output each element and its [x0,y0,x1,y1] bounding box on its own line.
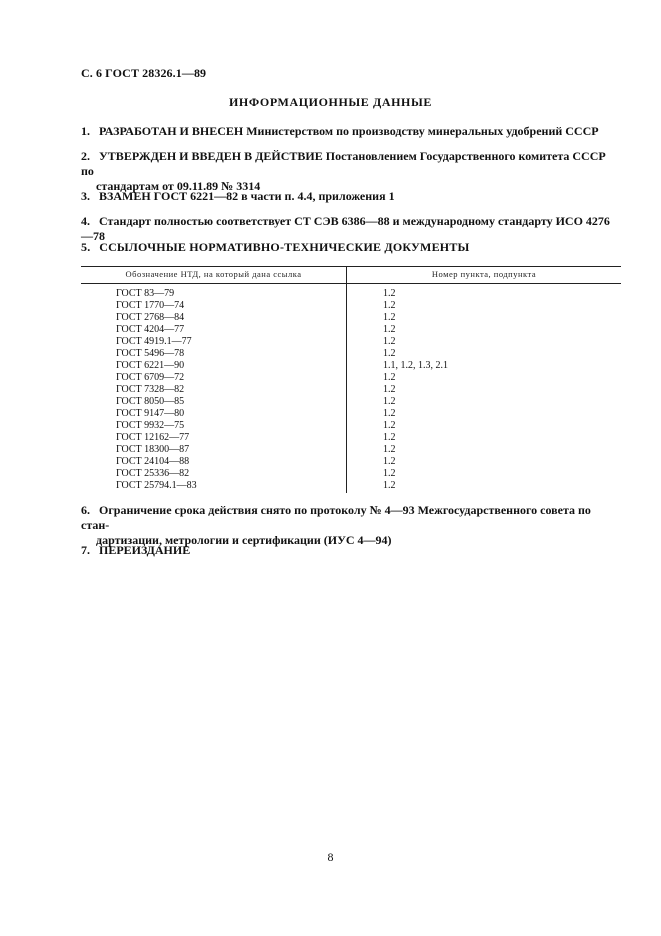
info-item-3 [81,189,621,204]
ntd-designation: ГОСТ 9932—75 [116,420,185,431]
item-number: 5. [81,240,91,254]
clause-number: 1.2 [383,288,396,299]
ntd-designation: ГОСТ 7328—82 [116,384,185,395]
info-item-5 [81,240,621,255]
item-text: Ограничение срока действия снято по протоколу № 4—93 Межгосударственного совета по стан- [81,503,591,532]
item-lead: ВЗАМЕН ГОСТ 6221—82 [99,189,239,203]
clause-number: 1.2 [383,408,396,419]
item-number: 1. [81,124,90,138]
clause-number: 1.2 [383,480,396,491]
table-row [81,480,621,492]
section-title: ИНФОРМАЦИОННЫЕ ДАННЫЕ [229,95,432,109]
item-number: 2. [81,149,90,163]
clause-number: 1.2 [383,324,396,335]
clause-number: 1.2 [383,468,396,479]
table-row [81,348,621,360]
ntd-reference-table [81,266,621,493]
table-top-rule [81,266,621,267]
ntd-designation: ГОСТ 4204—77 [116,324,185,335]
item-number: 7. [81,543,90,557]
table-body [81,288,621,492]
info-item-6 [81,503,621,548]
table-row [81,360,621,372]
ntd-designation: ГОСТ 1770—74 [116,300,185,311]
clause-number: 1.2 [383,420,396,431]
clause-number: 1.2 [383,372,396,383]
table-row [81,468,621,480]
ntd-designation: ГОСТ 2768—84 [116,312,185,323]
table-row [81,336,621,348]
table-row [81,444,621,456]
info-item-2 [81,149,621,194]
table-row [81,372,621,384]
table-row [81,324,621,336]
info-item-7 [81,543,621,558]
clause-number: 1.2 [383,432,396,443]
clause-number: 1.2 [383,312,396,323]
ntd-designation: ГОСТ 25336—82 [116,468,190,479]
clause-number: 1.2 [383,444,396,455]
ntd-designation: ГОСТ 12162—77 [116,432,190,443]
clause-number: 1.2 [383,336,396,347]
ntd-designation: ГОСТ 83—79 [116,288,175,299]
item-text-continuation: дартизации, метрологии и сертификации (ИУС 4—94) [96,533,392,547]
table-row [81,300,621,312]
ntd-designation: ГОСТ 25794.1—83 [116,480,197,491]
ntd-designation: ГОСТ 18300—87 [116,444,190,455]
table-row [81,288,621,300]
column-header-clause: Номер пункта, подпункта [431,269,537,279]
item-lead: ПЕРЕИЗДАНИЕ [99,543,191,557]
clause-number: 1.2 [383,456,396,467]
table-row [81,432,621,444]
clause-number: 1.2 [383,300,396,311]
item-lead: ССЫЛОЧНЫЕ НОРМАТИВНО-ТЕХНИЧЕСКИЕ ДОКУМЕНТЫ [99,240,470,254]
ntd-designation: ГОСТ 24104—88 [116,456,190,467]
table-row [81,384,621,396]
item-text: Постановлением Государственного комитета СССР по [81,149,606,178]
table-row [81,420,621,432]
item-text: в части п. 4.4, приложения 1 [241,189,395,203]
item-number: 6. [81,503,90,517]
table-row [81,408,621,420]
ntd-designation: ГОСТ 4919.1—77 [116,336,192,347]
table-row [81,396,621,408]
table-row [81,456,621,468]
clause-number: 1.2 [383,348,396,359]
item-text: Стандарт полностью соответствует СТ СЭВ 6386—88 и международному стандарту ИСО 4276—78 [81,214,610,243]
item-lead: УТВЕРЖДЕН И ВВЕДЕН В ДЕЙСТВИЕ [99,149,323,163]
clause-number: 1.2 [383,384,396,395]
ntd-designation: ГОСТ 5496—78 [116,348,185,359]
item-text: Министерством по производству минеральных удобрений СССР [246,124,599,138]
column-header-designation: Обозначение НТД, на который дана ссылка [125,269,302,279]
ntd-designation: ГОСТ 8050—85 [116,396,185,407]
ntd-designation: ГОСТ 9147—80 [116,408,185,419]
item-lead: РАЗРАБОТАН И ВНЕСЕН [99,124,244,138]
item-text-continuation: стандартам от 09.11.89 № 3314 [96,179,261,193]
table-row [81,312,621,324]
page-header: С. 6 ГОСТ 28326.1—89 [81,66,207,80]
clause-number: 1.1, 1.2, 1.3, 2.1 [383,360,448,371]
ntd-designation: ГОСТ 6709—72 [116,372,185,383]
table-header-rule [81,283,621,284]
info-item-1 [81,124,621,139]
page-number: 8 [327,850,334,864]
item-number: 4. [81,214,90,228]
clause-number: 1.2 [383,396,396,407]
ntd-designation: ГОСТ 6221—90 [116,360,185,371]
item-number: 3. [81,189,90,203]
